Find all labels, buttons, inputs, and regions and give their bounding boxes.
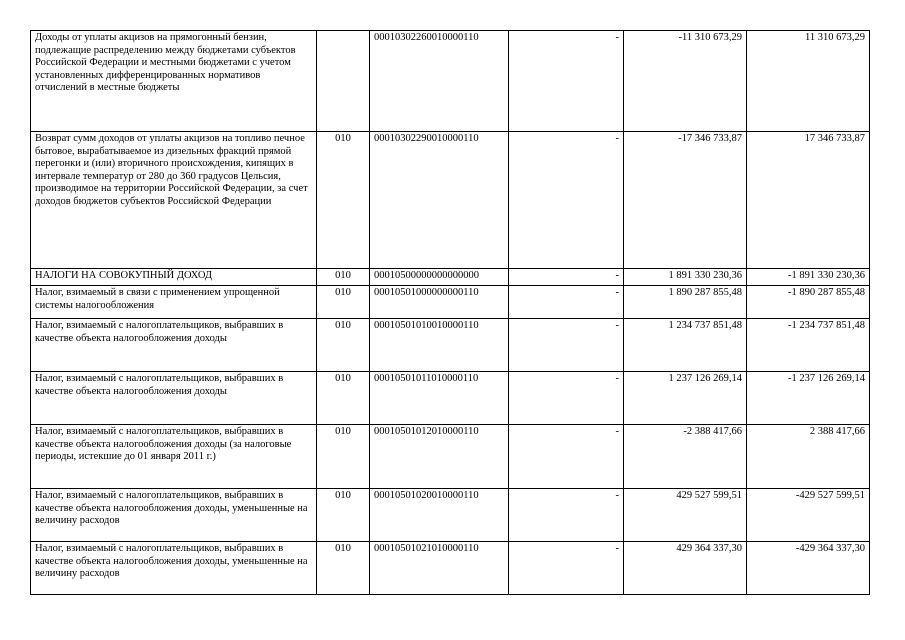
table-row bbox=[31, 132, 870, 269]
row-remainder-cell: -1 891 330 230,36 bbox=[747, 269, 870, 286]
row-plan-cell: - bbox=[509, 132, 624, 269]
row-line-code-cell: 010 bbox=[317, 132, 370, 269]
row-name-cell: Возврат сумм доходов от уплаты акцизов на топливо печное бытовое, вырабатываемое из дизельных фракций прямой перегонки и (или) вторичного происхождения, кипящих в интервале температур от 280 до 360 градусов Цельсия, производимое на территории Российской Федерации, за счет доходов бюджетов субъектов Российской Федерации bbox=[31, 132, 317, 269]
row-remainder-cell: -429 527 599,51 bbox=[747, 489, 870, 542]
row-budget-code-cell: 00010501012010000110 bbox=[370, 425, 509, 489]
row-remainder-cell: -429 364 337,30 bbox=[747, 542, 870, 595]
row-remainder-cell: -1 237 126 269,14 bbox=[747, 372, 870, 425]
row-remainder-cell: 17 346 733,87 bbox=[747, 132, 870, 269]
table-row bbox=[31, 372, 870, 425]
row-budget-code-cell: 00010501010010000110 bbox=[370, 319, 509, 372]
table-row bbox=[31, 286, 870, 319]
row-budget-code-cell: 00010500000000000000 bbox=[370, 269, 509, 286]
row-plan-cell: - bbox=[509, 372, 624, 425]
table-row bbox=[31, 31, 870, 132]
row-line-code-cell: 010 bbox=[317, 425, 370, 489]
row-executed-cell: -17 346 733,87 bbox=[624, 132, 747, 269]
row-executed-cell: -11 310 673,29 bbox=[624, 31, 747, 132]
row-executed-cell: 1 234 737 851,48 bbox=[624, 319, 747, 372]
row-plan-cell: - bbox=[509, 286, 624, 319]
row-name-cell: Налог, взимаемый с налогоплательщиков, выбравших в качестве объекта налогообложения доходы (за налоговые периоды, истекшие до 01 января 2011 г.) bbox=[31, 425, 317, 489]
table-row bbox=[31, 489, 870, 542]
row-line-code-cell: 010 bbox=[317, 372, 370, 425]
row-plan-cell: - bbox=[509, 542, 624, 595]
row-remainder-cell: -1 890 287 855,48 bbox=[747, 286, 870, 319]
row-executed-cell: 1 890 287 855,48 bbox=[624, 286, 747, 319]
table-row bbox=[31, 319, 870, 372]
row-line-code-cell: 010 bbox=[317, 269, 370, 286]
row-name-cell: Налог, взимаемый с налогоплательщиков, выбравших в качестве объекта налогообложения доходы, уменьшенные на величину расходов bbox=[31, 489, 317, 542]
row-line-code-cell: 010 bbox=[317, 489, 370, 542]
row-remainder-cell: -1 234 737 851,48 bbox=[747, 319, 870, 372]
row-budget-code-cell: 00010302260010000110 bbox=[370, 31, 509, 132]
row-name-cell: Налог, взимаемый с налогоплательщиков, выбравших в качестве объекта налогообложения доходы, уменьшенные на величину расходов bbox=[31, 542, 317, 595]
row-budget-code-cell: 00010501011010000110 bbox=[370, 372, 509, 425]
row-plan-cell: - bbox=[509, 425, 624, 489]
row-line-code-cell bbox=[317, 31, 370, 132]
row-budget-code-cell: 00010501000000000110 bbox=[370, 286, 509, 319]
table-row bbox=[31, 269, 870, 286]
row-name-cell: Налог, взимаемый с налогоплательщиков, выбравших в качестве объекта налогообложения доходы bbox=[31, 319, 317, 372]
row-line-code-cell: 010 bbox=[317, 286, 370, 319]
row-name-cell: Налог, взимаемый с налогоплательщиков, выбравших в качестве объекта налогообложения доходы bbox=[31, 372, 317, 425]
revenue-table bbox=[30, 30, 870, 595]
row-plan-cell: - bbox=[509, 489, 624, 542]
row-executed-cell: 429 527 599,51 bbox=[624, 489, 747, 542]
row-remainder-cell: 2 388 417,66 bbox=[747, 425, 870, 489]
row-budget-code-cell: 00010501021010000110 bbox=[370, 542, 509, 595]
row-name-cell: НАЛОГИ НА СОВОКУПНЫЙ ДОХОД bbox=[31, 269, 317, 286]
row-plan-cell: - bbox=[509, 31, 624, 132]
row-plan-cell: - bbox=[509, 319, 624, 372]
revenue-table-body bbox=[31, 31, 870, 595]
row-executed-cell: 1 237 126 269,14 bbox=[624, 372, 747, 425]
row-remainder-cell: 11 310 673,29 bbox=[747, 31, 870, 132]
row-budget-code-cell: 00010501020010000110 bbox=[370, 489, 509, 542]
row-plan-cell: - bbox=[509, 269, 624, 286]
row-budget-code-cell: 00010302290010000110 bbox=[370, 132, 509, 269]
row-name-cell: Налог, взимаемый в связи с применением упрощенной системы налогообложения bbox=[31, 286, 317, 319]
row-name-cell: Доходы от уплаты акцизов на прямогонный бензин, подлежащие распределению между бюджетами субъектов Российской Федерации и местными бюджетами с учетом установленных дифференцированных нормативов отчислений в местные бюджеты bbox=[31, 31, 317, 132]
row-executed-cell: -2 388 417,66 bbox=[624, 425, 747, 489]
table-row bbox=[31, 542, 870, 595]
table-row bbox=[31, 425, 870, 489]
row-executed-cell: 1 891 330 230,36 bbox=[624, 269, 747, 286]
row-executed-cell: 429 364 337,30 bbox=[624, 542, 747, 595]
row-line-code-cell: 010 bbox=[317, 319, 370, 372]
row-line-code-cell: 010 bbox=[317, 542, 370, 595]
